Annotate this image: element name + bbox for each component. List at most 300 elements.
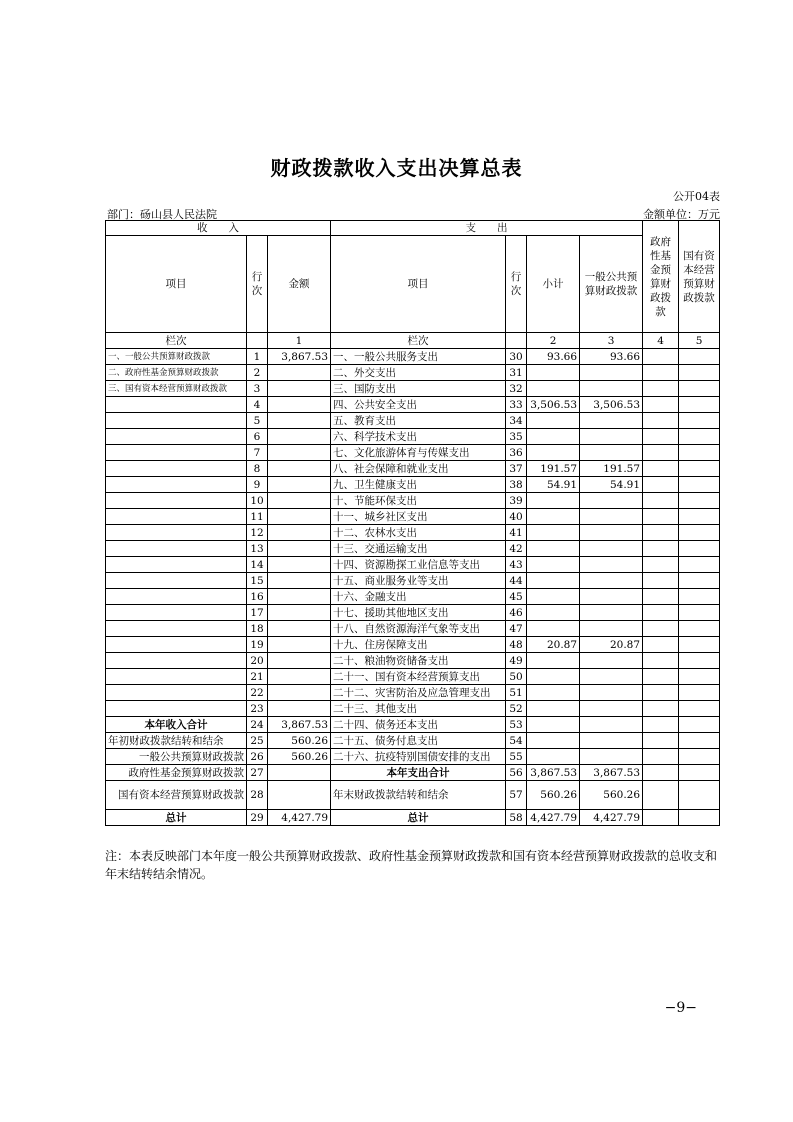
cell-in-item xyxy=(106,669,247,685)
cell-gov xyxy=(643,669,679,685)
cell-in-no: 2 xyxy=(247,365,268,381)
cell-sc xyxy=(679,717,720,733)
cell-in-item xyxy=(106,605,247,621)
page-number: −9− xyxy=(664,1000,697,1016)
table-row xyxy=(106,749,720,765)
cell-in-amt xyxy=(268,493,331,509)
col-index-2: 2 xyxy=(527,333,580,349)
cell-sc xyxy=(679,541,720,557)
cell-gov xyxy=(643,477,679,493)
cell-gov xyxy=(643,765,679,781)
table-row xyxy=(106,765,720,781)
cell-ex-no: 46 xyxy=(506,605,527,621)
cell-ex-item: 二、外交支出 xyxy=(331,365,506,381)
cell-sc xyxy=(679,810,720,826)
cell-ex-item: 八、社会保障和就业支出 xyxy=(331,461,506,477)
cell-in-no: 21 xyxy=(247,669,268,685)
cell-in-no: 4 xyxy=(247,397,268,413)
cell-in-amt xyxy=(268,397,331,413)
cell-sub: 54.91 xyxy=(527,477,580,493)
cell-sub xyxy=(527,605,580,621)
cell-in-item: 一、一般公共预算财政拨款 xyxy=(106,349,247,365)
cell-gen xyxy=(580,541,643,557)
cell-in-no: 29 xyxy=(247,810,268,826)
cell-in-amt xyxy=(268,557,331,573)
cell-sub xyxy=(527,701,580,717)
cell-in-amt xyxy=(268,781,331,810)
cell-ex-no: 56 xyxy=(506,765,527,781)
cell-ex-no: 53 xyxy=(506,717,527,733)
cell-ex-no: 33 xyxy=(506,397,527,413)
cell-ex-item: 十八、自然资源海洋气象等支出 xyxy=(331,621,506,637)
cell-gov xyxy=(643,701,679,717)
cell-sc xyxy=(679,701,720,717)
cell-ex-item: 二十、粮油物资储备支出 xyxy=(331,653,506,669)
cell-ex-no: 55 xyxy=(506,749,527,765)
cell-sub: 3,506.53 xyxy=(527,397,580,413)
cell-sc xyxy=(679,653,720,669)
cell-sc xyxy=(679,349,720,365)
table-row xyxy=(106,637,720,653)
cell-ex-no: 38 xyxy=(506,477,527,493)
cell-ex-item: 九、卫生健康支出 xyxy=(331,477,506,493)
cell-in-amt xyxy=(268,429,331,445)
cell-in-amt xyxy=(268,445,331,461)
cell-gov xyxy=(643,685,679,701)
table-row xyxy=(106,605,720,621)
cell-ex-item: 二十二、灾害防治及应急管理支出 xyxy=(331,685,506,701)
cell-gen xyxy=(580,653,643,669)
cell-gov xyxy=(643,589,679,605)
cell-gen: 560.26 xyxy=(580,781,643,810)
cell-sub xyxy=(527,733,580,749)
cell-sc xyxy=(679,589,720,605)
cell-sub xyxy=(527,509,580,525)
cell-sub xyxy=(527,685,580,701)
cell-in-amt xyxy=(268,477,331,493)
cell-sc xyxy=(679,685,720,701)
cell-in-item: 年初财政拨款结转和结余 xyxy=(106,733,247,749)
cell-ex-no: 41 xyxy=(506,525,527,541)
expense-col-label: 栏次 xyxy=(331,333,506,349)
cell-ex-no: 54 xyxy=(506,733,527,749)
cell-sub xyxy=(527,717,580,733)
cell-in-amt xyxy=(268,669,331,685)
cell-ex-item: 二十五、债务付息支出 xyxy=(331,733,506,749)
cell-gen xyxy=(580,413,643,429)
cell-ex-item: 十五、商业服务业等支出 xyxy=(331,573,506,589)
cell-in-amt xyxy=(268,525,331,541)
cell-in-no: 3 xyxy=(247,381,268,397)
cell-sc xyxy=(679,781,720,810)
cell-sub xyxy=(527,541,580,557)
cell-sub xyxy=(527,493,580,509)
cell-gov xyxy=(643,413,679,429)
cell-ex-no: 50 xyxy=(506,669,527,685)
cell-in-amt xyxy=(268,589,331,605)
cell-in-no: 16 xyxy=(247,589,268,605)
cell-gen xyxy=(580,573,643,589)
cell-gen xyxy=(580,509,643,525)
cell-sc xyxy=(679,429,720,445)
cell-ex-no: 43 xyxy=(506,557,527,573)
cell-ex-item: 二十四、债务还本支出 xyxy=(331,717,506,733)
cell-sc xyxy=(679,509,720,525)
cell-gen xyxy=(580,589,643,605)
cell-ex-no: 48 xyxy=(506,637,527,653)
cell-sub: 4,427.79 xyxy=(527,810,580,826)
cell-sc xyxy=(679,381,720,397)
cell-ex-no: 47 xyxy=(506,621,527,637)
table-row xyxy=(106,653,720,669)
cell-in-item xyxy=(106,413,247,429)
cell-sub xyxy=(527,429,580,445)
table-note: 注：本表反映部门本年度一般公共预算财政拨款、政府性基金预算财政拨款和国有资本经营预算财政拨款的总收支和年末结转结余情况。 xyxy=(105,849,718,881)
cell-in-no: 9 xyxy=(247,477,268,493)
cell-in-amt: 3,867.53 xyxy=(268,349,331,365)
page-title: 财政拨款收入支出决算总表 xyxy=(270,156,523,180)
cell-ex-no: 44 xyxy=(506,573,527,589)
col-index-3: 3 xyxy=(580,333,643,349)
cell-gov xyxy=(643,397,679,413)
cell-gen xyxy=(580,733,643,749)
table-row xyxy=(106,810,720,826)
cell-gen: 3,867.53 xyxy=(580,765,643,781)
cell-sc xyxy=(679,477,720,493)
cell-gov xyxy=(643,637,679,653)
department-label: 部门：砀山县人民法院 xyxy=(107,208,217,221)
cell-gen xyxy=(580,365,643,381)
table-row xyxy=(106,349,720,365)
cell-sub xyxy=(527,381,580,397)
table-row xyxy=(106,573,720,589)
table-row xyxy=(106,397,720,413)
state-capital-header: 国有资本经营预算财政拨款 xyxy=(679,221,720,333)
cell-ex-item: 十四、资源勘探工业信息等支出 xyxy=(331,557,506,573)
cell-sub xyxy=(527,621,580,637)
cell-gov xyxy=(643,653,679,669)
cell-gen: 3,506.53 xyxy=(580,397,643,413)
cell-gov xyxy=(643,429,679,445)
cell-in-amt xyxy=(268,573,331,589)
cell-gov xyxy=(643,365,679,381)
table-row xyxy=(106,589,720,605)
cell-in-item xyxy=(106,589,247,605)
cell-ex-item: 二十一、国有资本经营预算支出 xyxy=(331,669,506,685)
cell-ex-item: 七、文化旅游体育与传媒支出 xyxy=(331,445,506,461)
cell-ex-no: 34 xyxy=(506,413,527,429)
cell-in-amt xyxy=(268,381,331,397)
cell-in-item xyxy=(106,541,247,557)
cell-sub xyxy=(527,669,580,685)
cell-sc xyxy=(679,525,720,541)
cell-in-item xyxy=(106,397,247,413)
cell-in-no: 27 xyxy=(247,765,268,781)
cell-ex-no: 37 xyxy=(506,461,527,477)
cell-gov xyxy=(643,541,679,557)
table-row xyxy=(106,365,720,381)
cell-gen: 191.57 xyxy=(580,461,643,477)
cell-ex-item: 十一、城乡社区支出 xyxy=(331,509,506,525)
cell-in-item xyxy=(106,637,247,653)
cell-in-no: 28 xyxy=(247,781,268,810)
cell-gen xyxy=(580,493,643,509)
cell-in-item: 本年收入合计 xyxy=(106,717,247,733)
cell-in-amt xyxy=(268,701,331,717)
cell-sub xyxy=(527,413,580,429)
cell-gen xyxy=(580,381,643,397)
cell-ex-item: 六、科学技术支出 xyxy=(331,429,506,445)
income-col-label: 栏次 xyxy=(106,333,247,349)
col-index-4: 4 xyxy=(643,333,679,349)
col-index-1: 1 xyxy=(268,333,331,349)
cell-sc xyxy=(679,733,720,749)
table-row xyxy=(106,701,720,717)
cell-in-no: 11 xyxy=(247,509,268,525)
cell-sc xyxy=(679,749,720,765)
cell-ex-no: 57 xyxy=(506,781,527,810)
cell-in-no: 26 xyxy=(247,749,268,765)
table-row xyxy=(106,413,720,429)
cell-gov xyxy=(643,781,679,810)
cell-gen: 20.87 xyxy=(580,637,643,653)
table-row xyxy=(106,493,720,509)
table-row xyxy=(106,621,720,637)
cell-in-item: 一般公共预算财政拨款 xyxy=(106,749,247,765)
cell-gov xyxy=(643,605,679,621)
cell-ex-no: 45 xyxy=(506,589,527,605)
income-amount-header: 金额 xyxy=(268,236,331,333)
table-row xyxy=(106,429,720,445)
cell-ex-no: 31 xyxy=(506,365,527,381)
cell-ex-item: 二十六、抗疫特别国债安排的支出 xyxy=(331,749,506,765)
cell-in-no: 12 xyxy=(247,525,268,541)
cell-ex-item: 十六、金融支出 xyxy=(331,589,506,605)
cell-in-amt xyxy=(268,541,331,557)
cell-ex-item: 一、一般公共服务支出 xyxy=(331,349,506,365)
cell-in-item xyxy=(106,445,247,461)
cell-in-item: 政府性基金预算财政拨款 xyxy=(106,765,247,781)
subtotal-header: 小计 xyxy=(527,236,580,333)
cell-in-amt: 4,427.79 xyxy=(268,810,331,826)
cell-ex-item: 十三、交通运输支出 xyxy=(331,541,506,557)
cell-sub: 93.66 xyxy=(527,349,580,365)
cell-sub: 191.57 xyxy=(527,461,580,477)
cell-ex-item: 十九、住房保障支出 xyxy=(331,637,506,653)
table-row xyxy=(106,525,720,541)
col-index-5: 5 xyxy=(679,333,720,349)
cell-in-no: 23 xyxy=(247,701,268,717)
cell-sc xyxy=(679,493,720,509)
cell-gen xyxy=(580,717,643,733)
cell-ex-item: 十、节能环保支出 xyxy=(331,493,506,509)
cell-in-item xyxy=(106,525,247,541)
table-row xyxy=(106,733,720,749)
cell-in-item xyxy=(106,685,247,701)
cell-gen xyxy=(580,685,643,701)
cell-ex-no: 30 xyxy=(506,349,527,365)
cell-in-no: 17 xyxy=(247,605,268,621)
cell-in-no: 22 xyxy=(247,685,268,701)
cell-gov xyxy=(643,733,679,749)
cell-in-no: 18 xyxy=(247,621,268,637)
cell-in-item: 三、国有资本经营预算财政拨款 xyxy=(106,381,247,397)
cell-sub xyxy=(527,573,580,589)
cell-ex-item: 十七、援助其他地区支出 xyxy=(331,605,506,621)
cell-ex-no: 40 xyxy=(506,509,527,525)
cell-ex-item: 年末财政拨款结转和结余 xyxy=(331,781,506,810)
cell-in-no: 7 xyxy=(247,445,268,461)
cell-in-item xyxy=(106,429,247,445)
cell-sub: 20.87 xyxy=(527,637,580,653)
cell-in-item: 二、政府性基金预算财政拨款 xyxy=(106,365,247,381)
cell-ex-no: 42 xyxy=(506,541,527,557)
cell-gov xyxy=(643,493,679,509)
cell-in-item xyxy=(106,509,247,525)
unit-label: 金额单位：万元 xyxy=(643,208,720,221)
cell-gen xyxy=(580,621,643,637)
cell-sub: 560.26 xyxy=(527,781,580,810)
cell-in-amt xyxy=(268,685,331,701)
cell-gov xyxy=(643,749,679,765)
cell-sub xyxy=(527,749,580,765)
cell-sc xyxy=(679,573,720,589)
cell-in-amt xyxy=(268,653,331,669)
form-number: 公开04表 xyxy=(673,190,720,203)
cell-in-item: 总计 xyxy=(106,810,247,826)
cell-in-item xyxy=(106,621,247,637)
table-row xyxy=(106,717,720,733)
table-row xyxy=(106,381,720,397)
cell-in-amt xyxy=(268,413,331,429)
cell-sc xyxy=(679,557,720,573)
cell-in-amt xyxy=(268,605,331,621)
cell-ex-item: 十二、农林水支出 xyxy=(331,525,506,541)
budget-table xyxy=(105,220,720,826)
gov-fund-header: 政府性基金预算财政拨款 xyxy=(643,221,679,333)
cell-sc xyxy=(679,669,720,685)
cell-in-amt xyxy=(268,365,331,381)
cell-in-amt: 3,867.53 xyxy=(268,717,331,733)
cell-ex-item: 总计 xyxy=(331,810,506,826)
cell-in-amt xyxy=(268,461,331,477)
cell-in-amt xyxy=(268,509,331,525)
cell-gov xyxy=(643,509,679,525)
cell-in-no: 5 xyxy=(247,413,268,429)
cell-sc xyxy=(679,461,720,477)
cell-sub xyxy=(527,653,580,669)
cell-in-no: 19 xyxy=(247,637,268,653)
cell-ex-item: 二十三、其他支出 xyxy=(331,701,506,717)
cell-in-item xyxy=(106,573,247,589)
cell-in-no: 24 xyxy=(247,717,268,733)
cell-sub xyxy=(527,365,580,381)
cell-gen xyxy=(580,605,643,621)
income-row-no-header: 行次 xyxy=(247,236,268,333)
cell-in-amt xyxy=(268,637,331,653)
cell-sc xyxy=(679,413,720,429)
cell-gen xyxy=(580,701,643,717)
table-row xyxy=(106,541,720,557)
cell-ex-item: 四、公共安全支出 xyxy=(331,397,506,413)
cell-in-no: 20 xyxy=(247,653,268,669)
cell-in-no: 6 xyxy=(247,429,268,445)
cell-gov xyxy=(643,717,679,733)
cell-gov xyxy=(643,621,679,637)
cell-ex-item: 五、教育支出 xyxy=(331,413,506,429)
table-row xyxy=(106,477,720,493)
table-row xyxy=(106,557,720,573)
table-row xyxy=(106,461,720,477)
expense-section-header: 支 出 xyxy=(331,221,643,236)
cell-gen xyxy=(580,429,643,445)
cell-ex-no: 35 xyxy=(506,429,527,445)
cell-sc xyxy=(679,765,720,781)
cell-ex-no: 39 xyxy=(506,493,527,509)
cell-gen: 93.66 xyxy=(580,349,643,365)
cell-sub xyxy=(527,525,580,541)
table-row xyxy=(106,685,720,701)
header-row-columns xyxy=(106,236,720,333)
cell-sc xyxy=(679,637,720,653)
cell-sub xyxy=(527,557,580,573)
cell-sub: 3,867.53 xyxy=(527,765,580,781)
expense-item-header: 项目 xyxy=(331,236,506,333)
cell-in-amt: 560.26 xyxy=(268,749,331,765)
cell-gen: 54.91 xyxy=(580,477,643,493)
cell-in-no: 8 xyxy=(247,461,268,477)
cell-gen xyxy=(580,669,643,685)
general-budget-header: 一般公共预算财政拨款 xyxy=(580,236,643,333)
cell-sc xyxy=(679,397,720,413)
cell-gov xyxy=(643,525,679,541)
cell-in-no: 25 xyxy=(247,733,268,749)
cell-in-item xyxy=(106,493,247,509)
cell-ex-no: 58 xyxy=(506,810,527,826)
expense-row-no-header: 行次 xyxy=(506,236,527,333)
cell-gen: 4,427.79 xyxy=(580,810,643,826)
table-row xyxy=(106,445,720,461)
cell-in-item: 国有资本经营预算财政拨款 xyxy=(106,781,247,810)
cell-sub xyxy=(527,589,580,605)
income-section-header: 收 入 xyxy=(106,221,331,236)
cell-sc xyxy=(679,445,720,461)
cell-gov xyxy=(643,573,679,589)
cell-in-item xyxy=(106,477,247,493)
cell-sc xyxy=(679,605,720,621)
cell-sc xyxy=(679,621,720,637)
cell-in-no: 1 xyxy=(247,349,268,365)
cell-gov xyxy=(643,461,679,477)
cell-in-item xyxy=(106,653,247,669)
column-index-row xyxy=(106,333,720,349)
cell-in-item xyxy=(106,701,247,717)
header-row-sections xyxy=(106,221,720,236)
cell-in-item xyxy=(106,557,247,573)
cell-gen xyxy=(580,749,643,765)
table-row xyxy=(106,781,720,810)
cell-gov xyxy=(643,557,679,573)
cell-in-no: 14 xyxy=(247,557,268,573)
cell-gen xyxy=(580,557,643,573)
cell-in-no: 15 xyxy=(247,573,268,589)
cell-gov xyxy=(643,349,679,365)
cell-ex-no: 32 xyxy=(506,381,527,397)
cell-gen xyxy=(580,445,643,461)
cell-in-amt: 560.26 xyxy=(268,733,331,749)
cell-in-no: 13 xyxy=(247,541,268,557)
cell-gov xyxy=(643,445,679,461)
